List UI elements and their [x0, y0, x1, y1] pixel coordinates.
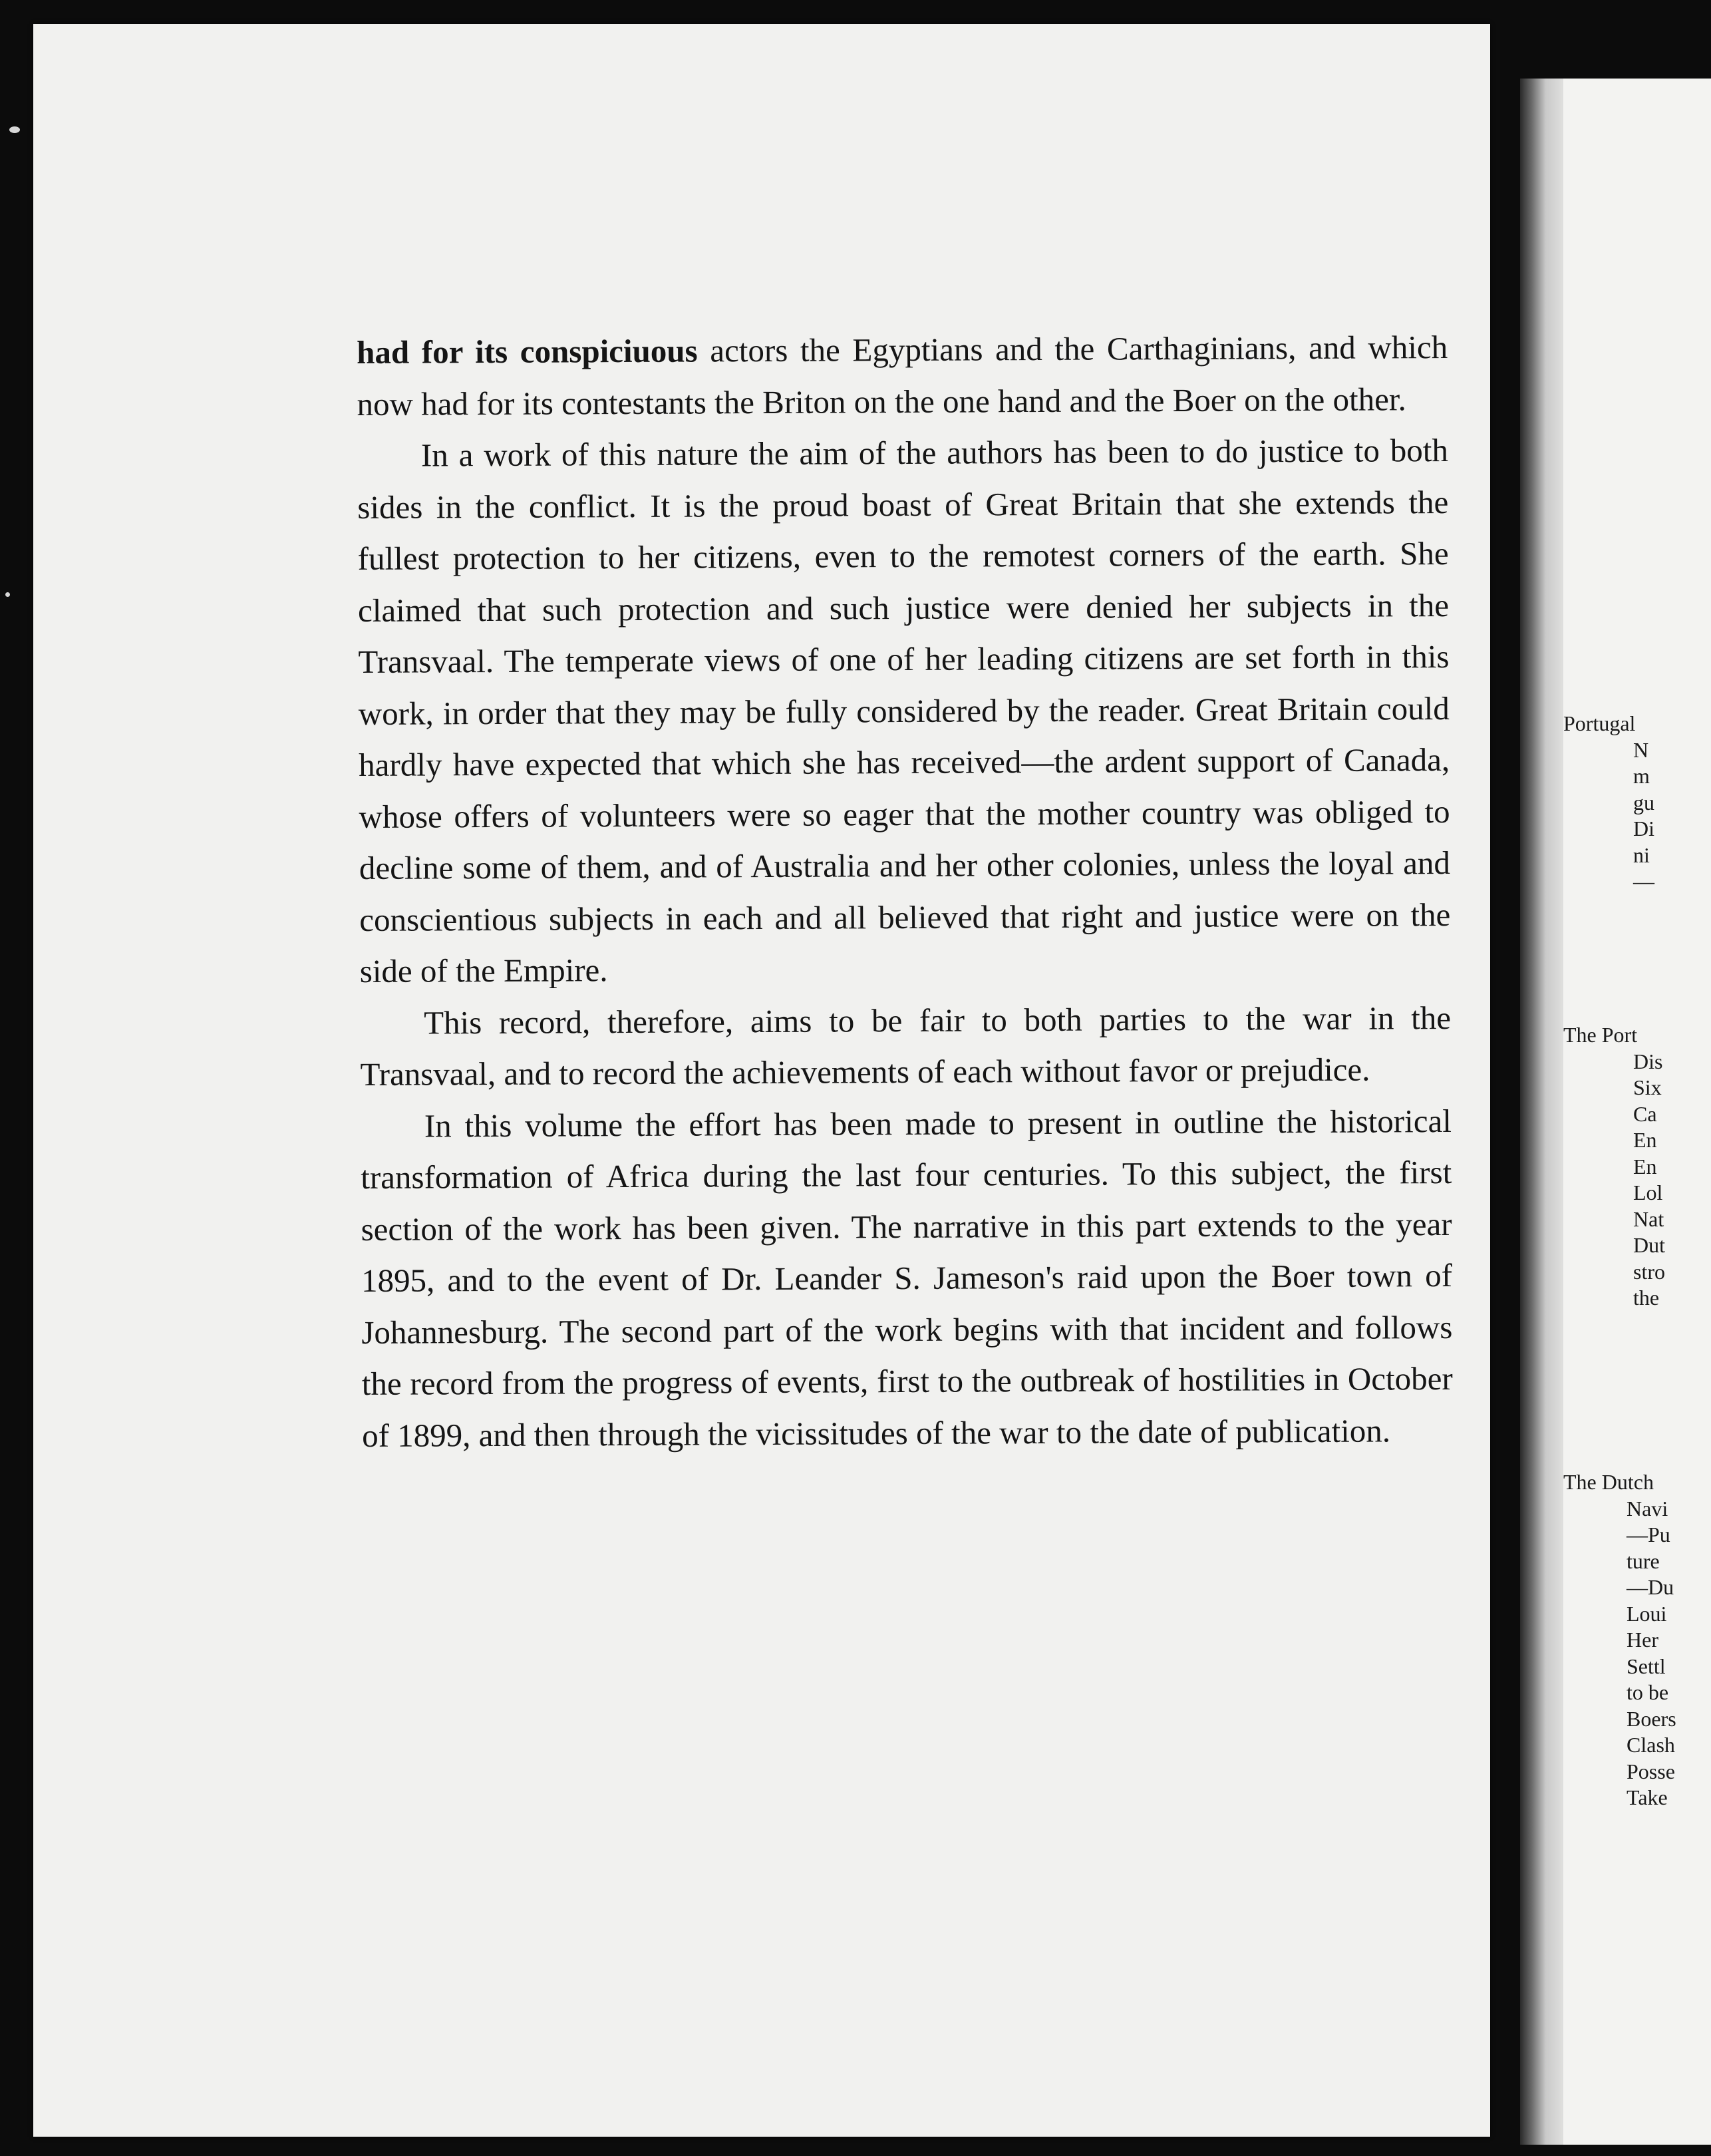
- toc-subline: En: [1633, 1128, 1657, 1152]
- paragraph-lead-text: had for its conspiciuous: [357, 332, 698, 371]
- toc-subline: Dis: [1633, 1049, 1663, 1073]
- toc-subline: Nat: [1633, 1206, 1664, 1231]
- paragraph-text: This record, therefore, aims to be fair to both parties to the war in the Transvaal, and to record the achievements of each without favor or prejudice.: [360, 999, 1452, 1093]
- toc-subline: m: [1633, 764, 1650, 788]
- paragraph-text: In a work of this nature the aim of the authors has been to do justice to both sides in the conflict. It is the proud boast of Great Britain that she extends the fullest protection to her citizens, even to the remotest corners of the earth. She claimed that such protection and such justice were denied her subjects in the Transvaal. The temperate views of one of her leading citizens are set forth in this work, in order that they may be fully considered by the reader. Great Britain could hardly have expected that which she has received—the ardent support of Canada, whose offers of volunteers were so eager that the mother country was obliged to decline some of them, and of Australia and her other colonies, unless the loyal and conscientious subjects in each and all believed that right and justice were on the side of the Empire.: [357, 431, 1451, 989]
- paragraph: [357, 425, 1451, 997]
- table-of-contents-fragment: [1563, 79, 1711, 2145]
- body-text: [357, 321, 1453, 1461]
- toc-subline: Lol: [1633, 1180, 1663, 1204]
- paragraph-text: actors the Egyptians and the Carthaginians, and which now had for its contestants the Briton on the one hand and the Boer on the other.: [357, 328, 1448, 423]
- paragraph-text: In this volume the effort has been made to present in outline the historical transformation of Africa during the last four centuries. To this subject, the first section of the work has been given. The narrative in this part extends to the year 1895, and to the event of Dr. Leander S. Jameson's raid upon the Boer town of Johannesburg. The second part of the work begins with that incident and follows the record from the progress of events, first to the outbreak of hostilities in October of 1899, and then through the vicissitudes of the war to the date of publication.: [361, 1102, 1453, 1454]
- scan-speck: [5, 592, 10, 597]
- paragraph: [357, 321, 1448, 430]
- toc-heading: Portugal: [1563, 711, 1636, 735]
- toc-subline: Clash: [1627, 1733, 1675, 1757]
- book-page-right: [1563, 79, 1711, 2145]
- toc-entry-group: [1563, 1022, 1665, 1312]
- toc-subline: Six: [1633, 1075, 1662, 1099]
- paragraph: [361, 1095, 1454, 1461]
- book-spine-shadow: [1520, 79, 1567, 2145]
- toc-subline: Settl: [1627, 1654, 1666, 1678]
- toc-subline: Navi: [1627, 1496, 1668, 1521]
- toc-subline: N: [1633, 737, 1649, 762]
- scan-speck: [9, 126, 20, 133]
- toc-subline: ture: [1627, 1548, 1660, 1573]
- toc-subline: ni: [1633, 842, 1650, 867]
- toc-subline: En: [1633, 1154, 1657, 1178]
- toc-subline: gu: [1633, 790, 1654, 814]
- toc-subline: —: [1633, 869, 1654, 893]
- toc-subline: Take: [1627, 1785, 1668, 1809]
- toc-subline: —Du: [1627, 1575, 1674, 1599]
- paragraph: [360, 991, 1452, 1100]
- toc-subline: to be: [1627, 1680, 1669, 1704]
- toc-subline: —Pu: [1627, 1523, 1670, 1546]
- book-page-left: [33, 24, 1490, 2137]
- toc-subline: Posse: [1627, 1759, 1675, 1783]
- toc-subline: the: [1633, 1286, 1660, 1310]
- toc-subline: Dut: [1633, 1233, 1665, 1257]
- toc-entry-group: [1563, 711, 1654, 895]
- toc-entry-group: [1563, 1469, 1676, 1811]
- toc-subline: Di: [1633, 816, 1654, 840]
- toc-subline: Ca: [1633, 1101, 1657, 1126]
- toc-heading: The Port: [1563, 1023, 1638, 1047]
- toc-heading: The Dutch: [1563, 1470, 1654, 1494]
- toc-subline: Loui: [1627, 1601, 1667, 1626]
- toc-subline: stro: [1633, 1259, 1665, 1284]
- toc-subline: Her: [1627, 1628, 1658, 1652]
- toc-subline: Boers: [1627, 1706, 1676, 1731]
